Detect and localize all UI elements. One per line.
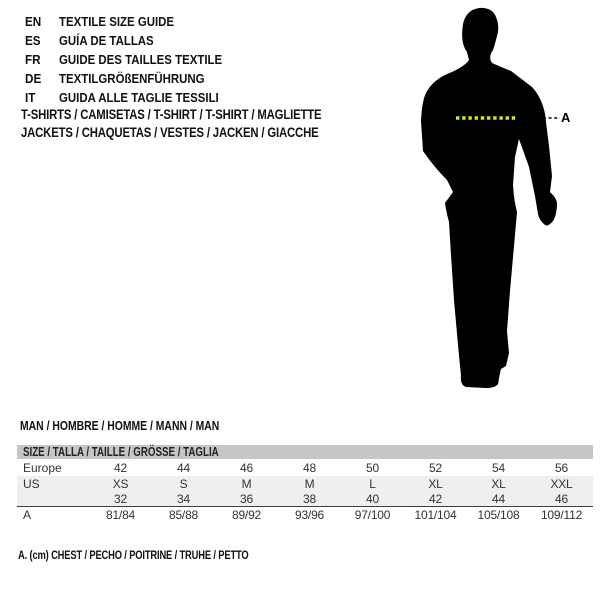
size-table-header: SIZE / TALLA / TAILLE / GRÖSSE / TAGLIA bbox=[17, 445, 593, 459]
cell: 38 bbox=[303, 491, 316, 506]
cell: M bbox=[304, 476, 315, 491]
language-code: FR bbox=[25, 52, 41, 67]
section-heading-man: MAN / HOMBRE / HOMME / MANN / MAN bbox=[20, 418, 220, 433]
cell: M bbox=[241, 476, 252, 491]
cell: 81/84 bbox=[105, 508, 136, 522]
cell: XXL bbox=[550, 476, 573, 491]
cell: 101/104 bbox=[414, 508, 457, 522]
language-list bbox=[25, 12, 244, 107]
cell: 32 bbox=[114, 491, 127, 506]
man-silhouette-figure bbox=[415, 5, 600, 400]
language-code: ES bbox=[25, 33, 41, 48]
measurement-footnote: A. (cm) CHEST / PECHO / POITRINE / TRUHE / PETTO bbox=[18, 548, 249, 562]
measure-label-a: A bbox=[561, 110, 571, 125]
size-table bbox=[17, 445, 593, 523]
cell: 46 bbox=[240, 460, 253, 475]
cell: 42 bbox=[429, 491, 442, 506]
cell: 40 bbox=[366, 491, 379, 506]
cell: 46 bbox=[555, 491, 568, 506]
cell: 34 bbox=[177, 491, 190, 506]
category-tshirts: T-SHIRTS / CAMISETAS / T-SHIRT / T-SHIRT / MAGLIETTE bbox=[21, 107, 322, 122]
cell: 54 bbox=[492, 460, 505, 475]
category-jackets: JACKETS / CHAQUETAS / VESTES / JACKEN / GIACCHE bbox=[21, 124, 319, 140]
table-row-chest-a bbox=[17, 506, 593, 523]
language-row bbox=[25, 12, 244, 31]
language-title: TEXTILGRÖßENFÜHRUNG bbox=[59, 71, 205, 86]
language-title: GUIDE DES TAILLES TEXTILE bbox=[59, 52, 223, 67]
striped-rows bbox=[17, 476, 593, 506]
language-title: TEXTILE SIZE GUIDE bbox=[59, 14, 175, 29]
cell: L bbox=[369, 476, 376, 491]
language-row bbox=[25, 31, 244, 50]
cell: 44 bbox=[177, 460, 190, 475]
cell: 85/88 bbox=[168, 508, 199, 522]
table-row-uk bbox=[17, 491, 593, 506]
table-row-us bbox=[17, 476, 593, 491]
row-label: US bbox=[23, 476, 40, 491]
language-row bbox=[25, 69, 244, 88]
cell: S bbox=[179, 476, 188, 491]
cell: 42 bbox=[114, 460, 127, 475]
cell: XL bbox=[428, 476, 443, 491]
language-code: EN bbox=[25, 14, 42, 29]
cell: 93/96 bbox=[294, 508, 325, 522]
cell: 109/112 bbox=[540, 508, 583, 522]
cell: 89/92 bbox=[231, 508, 262, 522]
row-label: A bbox=[23, 508, 32, 522]
category-lines bbox=[21, 106, 379, 141]
language-row bbox=[25, 50, 244, 69]
cell: XL bbox=[491, 476, 506, 491]
man-silhouette bbox=[421, 8, 557, 388]
cell: 50 bbox=[366, 460, 379, 475]
cell: 105/108 bbox=[477, 508, 520, 522]
language-title: GUÍA DE TALLAS bbox=[59, 33, 154, 48]
cell: 97/100 bbox=[354, 508, 391, 522]
row-label: Europe bbox=[23, 460, 62, 475]
language-title: GUIDA ALLE TAGLIE TESSILI bbox=[59, 90, 219, 105]
language-row bbox=[25, 88, 244, 107]
table-row-europe bbox=[17, 459, 593, 476]
cell: 52 bbox=[429, 460, 442, 475]
language-code: DE bbox=[25, 71, 42, 86]
cell: XS bbox=[112, 476, 129, 491]
cell: 36 bbox=[240, 491, 253, 506]
cell: 44 bbox=[492, 491, 505, 506]
cell: 56 bbox=[555, 460, 568, 475]
cell: 48 bbox=[303, 460, 316, 475]
language-code: IT bbox=[25, 90, 36, 105]
